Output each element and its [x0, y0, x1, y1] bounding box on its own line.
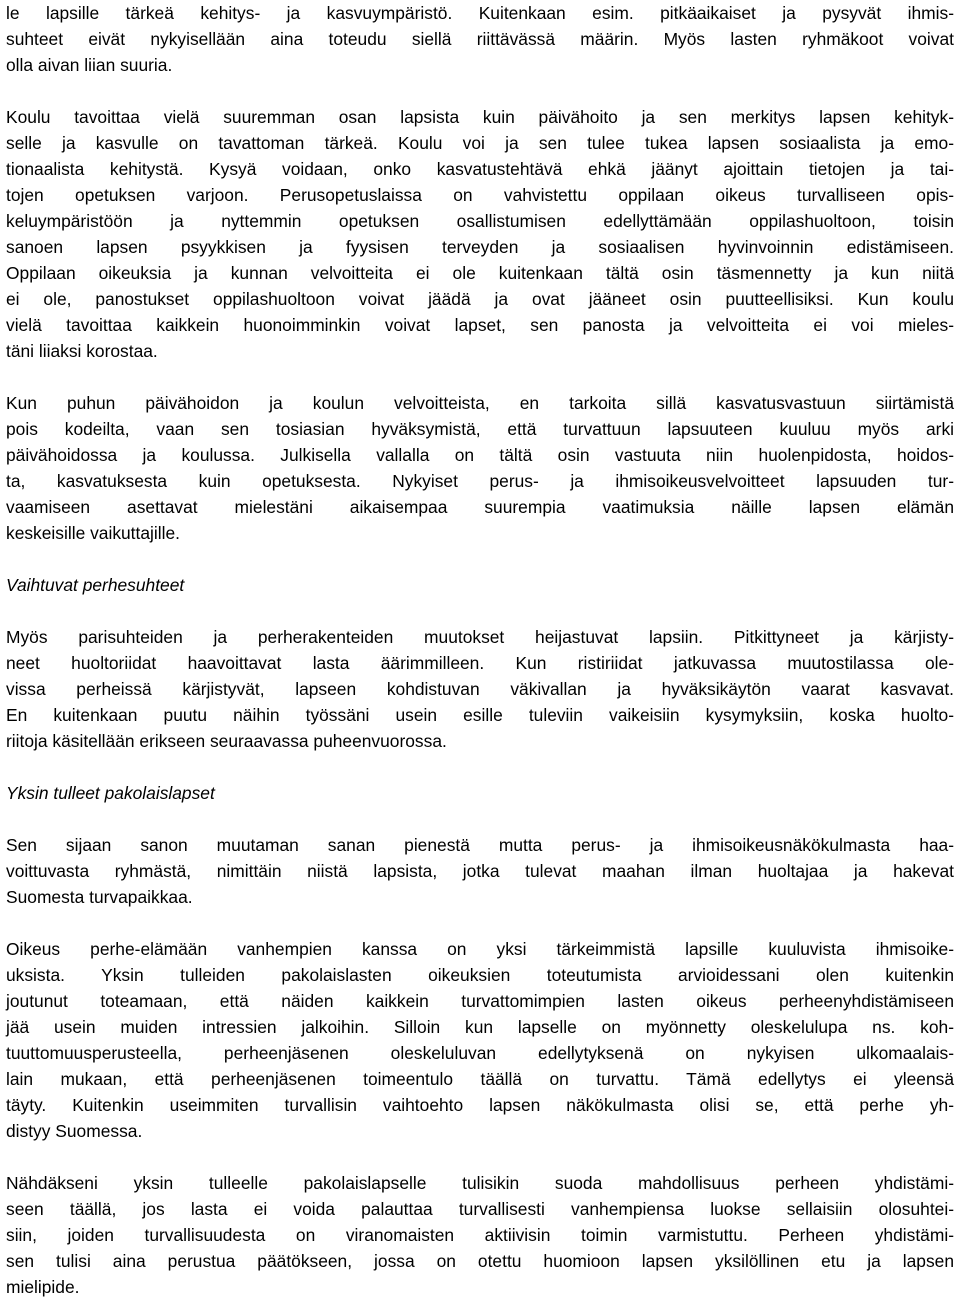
block-spacer	[6, 364, 954, 390]
text-line: lain mukaan, että perheenjäsenen toimeentulo täällä on turvattu. Tämä edellytys ei yleensä	[6, 1069, 954, 1089]
document-body	[6, 0, 954, 1300]
text-line: Kun puhun päivähoidon ja koulun velvoitteista, en tarkoita sillä kasvatusvastuun siirtämistä	[6, 393, 954, 413]
text-line: Oppilaan oikeuksia ja kunnan velvoitteita ei ole kuitenkaan tältä osin täsmennetty ja kun niitä	[6, 263, 954, 283]
block-spacer	[6, 1144, 954, 1170]
text-line: ei ole, panostukset oppilashuoltoon voivat jäädä ja ovat jääneet osin puutteellisiksi. Kun koulu	[6, 289, 954, 309]
text-line: suhteet eivät nykyisellään aina toteudu siellä riittävässä määrin. Myös lasten ryhmäkoot voivat	[6, 29, 954, 49]
text-line: jää usein muiden intressien jalkoihin. Silloin kun lapselle on myönnetty oleskelulupa ns. koh-	[6, 1017, 954, 1037]
text-line: sen tulisi aina perustua päätökseen, jossa on otettu huomioon lapsen yksilöllinen etu ja lapsen	[6, 1251, 954, 1271]
text-line: joutunut toteamaan, että näiden kaikkein turvattomimpien lasten oikeus perheenyhdistämiseen	[6, 991, 954, 1011]
text-line: keskeisille vaikuttajille.	[6, 523, 180, 543]
text-line: Oikeus perhe-elämään vanhempien kanssa on yksi tärkeimmistä lapsille kuuluvista ihmisoike-	[6, 939, 954, 959]
text-line: Sen sijaan sanon muutaman sanan pienestä mutta perus- ja ihmisoikeusnäkökulmasta haa-	[6, 835, 954, 855]
block-spacer	[6, 910, 954, 936]
text-line: Koulu tavoittaa vielä suuremman osan lapsista kuin päivähoito ja sen merkitys lapsen kehityk-	[6, 107, 954, 127]
paragraph	[6, 390, 954, 546]
text-line: täyty. Kuitenkin useimmiten turvallisin vaihtoehto lapsen näkökulmasta olisi se, että perhe yh-	[6, 1095, 954, 1115]
text-line: ta, kasvatuksesta kuin opetuksesta. Nykyiset perus- ja ihmisoikeusvelvoitteet lapsuuden tur-	[6, 471, 954, 491]
text-line: olla aivan liian suuria.	[6, 55, 173, 75]
block-spacer	[6, 754, 954, 780]
document-page	[6, 0, 954, 1300]
text-line: voittuvasta ryhmästä, nimittäin niistä lapsista, jotka tulevat maahan ilman huoltajaa ja hakevat	[6, 861, 954, 881]
text-line: keluympäristöön ja nyttemmin opetuksen osallistumisen edellyttämään oppilashuoltoon, toisin	[6, 211, 954, 231]
text-line: vissa perheissä kärjistyvät, lapseen kohdistuvan väkivallan ja hyväksikäytön vaarat kasvavat.	[6, 679, 954, 699]
text-line: seen täällä, jos lasta ei voida palauttaa turvallisesti vanhempiensa luokse sellaisiin olosuhtei-	[6, 1199, 954, 1219]
text-line: Suomesta turvapaikkaa.	[6, 887, 193, 907]
text-line: Nähdäkseni yksin tulleelle pakolaislapselle tulisikin suoda mahdollisuus perheen yhdistämi-	[6, 1173, 954, 1193]
block-spacer	[6, 806, 954, 832]
section-heading: Yksin tulleet pakolaislapset	[6, 783, 215, 803]
text-line: le lapsille tärkeä kehitys- ja kasvuympäristö. Kuitenkaan esim. pitkäaikaiset ja pysyvät ihmis-	[6, 3, 954, 23]
text-line: distyy Suomessa.	[6, 1121, 143, 1141]
text-line: neet huoltoriidat haavoittavat lasta äärimmilleen. Kun ristiriidat jatkuvassa muutostilassa ole-	[6, 653, 954, 673]
section-heading: Vaihtuvat perhesuhteet	[6, 575, 185, 595]
text-line: päivähoidossa ja koulussa. Julkisella vallalla on tältä osin vastuuta niin huolenpidosta, hoidos-	[6, 445, 954, 465]
block-spacer	[6, 78, 954, 104]
block-spacer	[6, 598, 954, 624]
text-line: vaamiseen asettavat mielestäni aikaisempaa suurempia vaatimuksia näille lapsen elämän	[6, 497, 954, 517]
text-line: uksista. Yksin tulleiden pakolaislasten oikeuksien toteutumista arvioidessani olen kuitenkin	[6, 965, 954, 985]
paragraph	[6, 0, 954, 78]
text-line: En kuitenkaan puutu näihin työssäni usein esille tuleviin vaikeisiin kysymyksiin, koska huolto-	[6, 705, 954, 725]
text-line: tojen opetuksen varjoon. Perusopetuslaissa on vahvistettu oppilaan oikeus turvalliseen opis-	[6, 185, 954, 205]
text-line: Myös parisuhteiden ja perherakenteiden muutokset heijastuvat lapsiin. Pitkittyneet ja kärjisty-	[6, 627, 954, 647]
block-spacer	[6, 546, 954, 572]
text-line: tionaalista kehitystä. Kysyä voidaan, onko kasvatustehtävä ehkä jäänyt ajoittain tietojen ja tai-	[6, 159, 954, 179]
text-line: sanoen lapsen psyykkisen ja fyysisen terveyden ja sosiaalisen hyvinvoinnin edistämiseen.	[6, 237, 954, 257]
text-line: mielipide.	[6, 1277, 80, 1297]
text-line: riitoja käsitellään erikseen seuraavassa puheenvuorossa.	[6, 731, 447, 751]
paragraph	[6, 104, 954, 364]
text-line: täni liiaksi korostaa.	[6, 341, 158, 361]
text-line: vielä tavoittaa kaikkein huonoimminkin voivat lapset, sen panosta ja velvoitteita ei voi mieles-	[6, 315, 954, 335]
text-line: tuuttomuusperusteella, perheenjäsenen oleskeluluvan edellytyksenä on nykyisen ulkomaalais-	[6, 1043, 954, 1063]
paragraph	[6, 832, 954, 910]
text-line: siin, joiden turvallisuudesta on viranomaisten aktiivisin toimin varmistuttu. Perheen yhdistämi-	[6, 1225, 954, 1245]
paragraph	[6, 1170, 954, 1300]
text-line: pois kodeilta, vaan sen tosiasian hyväksymistä, että turvattuun lapsuuteen kuuluu myös arki	[6, 419, 954, 439]
text-line: selle ja kasvulle on tavattoman tärkeä. Koulu voi ja sen tulee tukea lapsen sosiaalista ja emo-	[6, 133, 954, 153]
paragraph	[6, 936, 954, 1144]
paragraph	[6, 624, 954, 754]
